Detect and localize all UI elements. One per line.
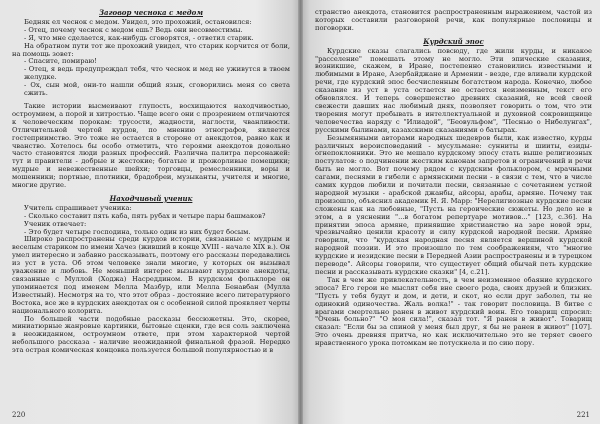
paragraph: Ученик отвечает: xyxy=(24,219,87,228)
paragraph: Бедняк ел чеснок с медом. Увидел, это прохожий, остановился: xyxy=(24,17,252,26)
left-page-text xyxy=(12,9,290,355)
book-gutter xyxy=(298,0,303,424)
paragraph: Курдские сказы слагались повсюду, где жили курды, и никакое "расселение" помешать этому не могло. Эти эпические сказания, возникшие, скажем, в Иране, постепенно становились известными и любимыми в Иране, Азербайджане и Армении - везде, где вливали курдской речи, где курдский эпос бесчисленным богатством народа. Конечно, любое сказание из уст в уста остается не остается неизменным, текст его обновлялся. И теперь совершенство древних сказаний, не всей своей свежести давших нас любимый днях, позволяет говорить о том, что эти творения могут пребывать в интеллектуальной и духовной сокровищнице человечества наряду с "Илиадой", "Беовульфом", "Песнью о Нибелунгах", русскими былинами, казахскими сказаниями о батырах. xyxy=(315,46,592,134)
dialogue-line: - Я, что мне сделается, как-нибудь сговорятся, - ответил старик. xyxy=(24,33,254,42)
dialogue-line: - Отец, я ведь предупреждал тебя, что чеснок и мед не уживутся в твоем желудке. xyxy=(24,65,290,82)
paragraph: Такие истории высмеивают глупость, восхищаются находчивостью, остроумием, а порой и хитростью. Чаще всего они с прозрением отличаются к человеческим порокам: трусости, жадности, наглости, чванливости. Отличительной чертой курдов, по мнению этнографов, является гостеприимство. Это тоже не остается в стороне от анекдотов, равно как и чванство. Хотелось бы особо отметить, что героями анекдотов довольно часто становятся люди разных профессий. Различна палитра персонажей: тут и правители - добрые и жестокие; богатые и прожорливые помещики; мудрые и невежественные шейхи; торговцы, ремесленники, воры и мошенники; портные, плотники, брадобреи, музыканты, учителя и многие, многие другие. xyxy=(12,101,290,190)
paragraph: По большей части подобные рассказы бессюжетны. Это, скорее, миниатюрные жанровые картинки, бытовые сценки, где вся соль заключена в неожиданном, остроумном ответе, при этом характерной чертой небольшого рассказа - наличие неожиданной финальной фразой. Нередко эта острая комическая концовка пользуется большой популярностью и в xyxy=(12,314,290,355)
paragraph: Широко распространены среди курдов истории, связанные с мудрым и веселым стариком по имени Хачез (живший в конце XVIII - начале XIX в.). Он умел интересно и забавно рассказывать, поэтому его рассказы передавались из уст в уста. Об этом человеке знали многие, у которых он вызывал уважение и любовь. Не меньший интерес вызывают курдские анекдоты, связанные с Муллой (Ходжа) Насреддином. В курдском фольклоре он упоминается под именем Мелла Мазбур, или Мелла Бенавбан (Мулла Известный). Несмотря на то, что этот образ - достояние всего литературного Востока, все же в курдских анекдотах он с особенной силой проявляет черты национального колорита. xyxy=(12,235,290,315)
page-number-right: 221 xyxy=(576,411,590,419)
section-heading-epos: Курдский эпос xyxy=(423,36,484,46)
right-page xyxy=(301,0,600,424)
section-heading-garlic: Заговор чеснока с медом xyxy=(99,8,203,17)
paragraph: На обратном пути тот же прохожий увидел, что старик корчится от боли, на помощь зовет: xyxy=(12,41,290,58)
section-heading-student: Находчивый ученик xyxy=(109,193,193,203)
dialogue-line: - Отец, почему чеснок с медом ешь? Ведь они несовместимы. xyxy=(24,25,243,34)
page-number-left: 220 xyxy=(12,411,26,419)
paragraph: Учитель спрашивает ученика: xyxy=(24,203,132,212)
dialogue-line: - Спасите, помираю! xyxy=(24,57,97,66)
paragraph: Безымянными авторами народных шедевров были, как известно, курды различных вероисповеданий - мусульмане: сунниты и шииты, езиды-огнепоклонники. Это не мешало курдскому эпосу стать выше религиозных постулатов: о подчинении жестким канонам запретов и ограничений и речи быть не могло. Вот почему рядом с курдским фольклором, с мрачными сагами, песнями в гибели с армянскими песни - в связи с тем, что в числе самих курдов любили и почитали песни, связанные с сочетанием устной народной музыки - арабской джанбы, айсоры, арабы, армяне. Почему так произошло, объяснил академик Н. Я. Марр: "Нерелигиозные курдские песни сложены как на любовные, "Пусть на героические сюжеты. Но дело не в этом, а в уяснении "...в богатом репертуаре мотивов..." [123, с.36]. На принятии эпоса армяне, принявшие христианство на заре новой эры, чрезвычайно ценили красоту и силу курдской народной песни. Армяне говорили, что "курдская народная песня является вершиной курдской народной поэзии. И это произошло по тем соображениям, что "многие курдские и иезидские песни в Передней Азии распространены и в турецком переводе". Айсоры говорили, что существует общий обычай петь курдские песни и рассказывать курдские сказки" [4, с.21]. xyxy=(315,133,592,276)
dialogue-line: - Это будет четыре господина, только один из них будет босым. xyxy=(24,227,251,236)
paragraph: Так в чем же привлекательность, в чем неизменное обаяние курдского эпоса? Его герои не мыслят себя вне своего рода, своих друзей и близких. "Пусть у тебя будут и дом, и дети, и скот, но если друг заболел, ты не одинокий одиночества. Жаль волка!" - так говорит пословица. В битве с врагами смертельно ранен в живот курдский воин. Его товарищ спросил: "Очень больно?" "О моя сила!", сказал тот. "Я ранен в живот". Товарищ сказал: "Если бы за спиной у меня был друг, я бы не ранен в живот" [107]. Это очень древняя притча, но как исключительно это не теряет своего нравственного урока потомкам не потускнела и по сию пору. xyxy=(315,275,592,348)
paragraph: странство анекдота, становится распространенным выражением, частой из которых составили разговорной речи, как популярные пословицы и поговорки. xyxy=(315,8,592,32)
dialogue-line: - Ох, сын мой, они-то нашли общий язык, сговорились меня со света сжить. xyxy=(24,81,290,98)
right-page-text xyxy=(315,9,592,348)
dialogue-line: - Сколько составит пять каба, пять рубах и четыре пары башмаков? xyxy=(24,211,266,220)
